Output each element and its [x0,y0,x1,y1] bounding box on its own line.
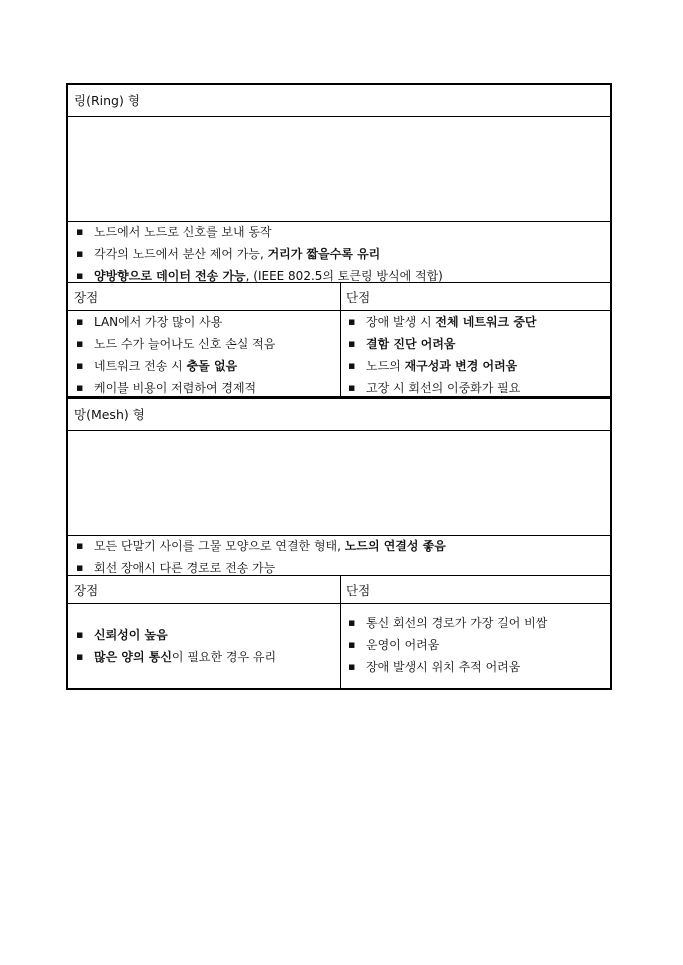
divider [68,603,610,604]
list-item: ▪ 고장 시 회선의 이중화가 필요 [340,378,612,400]
list-item: ▪ LAN에서 가장 많이 사용 [68,312,340,334]
list-item: ▪ 노드에서 노드로 신호를 보내 동작 [68,222,610,244]
list-item: ▪ 신뢰성이 높음 [68,625,340,647]
ring-cons-list [340,312,612,400]
list-item: ▪ 각각의 노드에서 분산 제어 가능, 거리가 짧을수록 유리 [68,244,610,266]
divider [68,282,610,283]
ring-table [66,83,612,398]
list-item: ▪ 통신 회선의 경로가 가장 길어 비쌈 [340,613,612,635]
list-item: ▪ 노드의 재구성과 변경 어려움 [340,356,612,378]
list-item: ▪ 많은 양의 통신이 필요한 경우 유리 [68,647,340,669]
ring-feature-list [68,222,610,288]
mesh-pros-list [68,625,340,669]
mesh-cons-label: 단점 [346,583,371,598]
mesh-pros-label: 장점 [74,583,99,598]
mesh-cons-list [340,613,612,679]
mesh-feature-list [68,536,610,580]
ring-title: 링(Ring) 형 [74,93,140,108]
list-item: ▪ 케이블 비용이 저렴하여 경제적 [68,378,340,400]
mesh-diagram-area [68,431,610,535]
list-item: ▪ 네트워크 전송 시 충돌 없음 [68,356,340,378]
mesh-title: 망(Mesh) 형 [74,407,145,422]
list-item: ▪ 결함 진단 어려움 [340,334,612,356]
list-item: ▪ 장애 발생 시 전체 네트워크 중단 [340,312,612,334]
divider [68,310,610,311]
ring-cons-label: 단점 [346,290,371,305]
mesh-table [66,397,612,690]
ring-diagram-area [68,117,610,221]
list-item: ▪ 운영이 어려움 [340,635,612,657]
list-item: ▪ 양방향으로 데이터 전송 가능, (IEEE 802.5의 토큰링 방식에 적합) [68,266,610,288]
ring-pros-label: 장점 [74,290,99,305]
ring-pros-list [68,312,340,400]
divider [68,575,610,576]
list-item: ▪ 모든 단말기 사이를 그물 모양으로 연결한 형태, 노드의 연결성 좋음 [68,536,610,558]
list-item: ▪ 장애 발생시 위치 추적 어려움 [340,657,612,679]
list-item: ▪ 회선 장애시 다른 경로로 전송 가능 [68,558,610,580]
list-item: ▪ 노드 수가 늘어나도 신호 손실 적음 [68,334,340,356]
